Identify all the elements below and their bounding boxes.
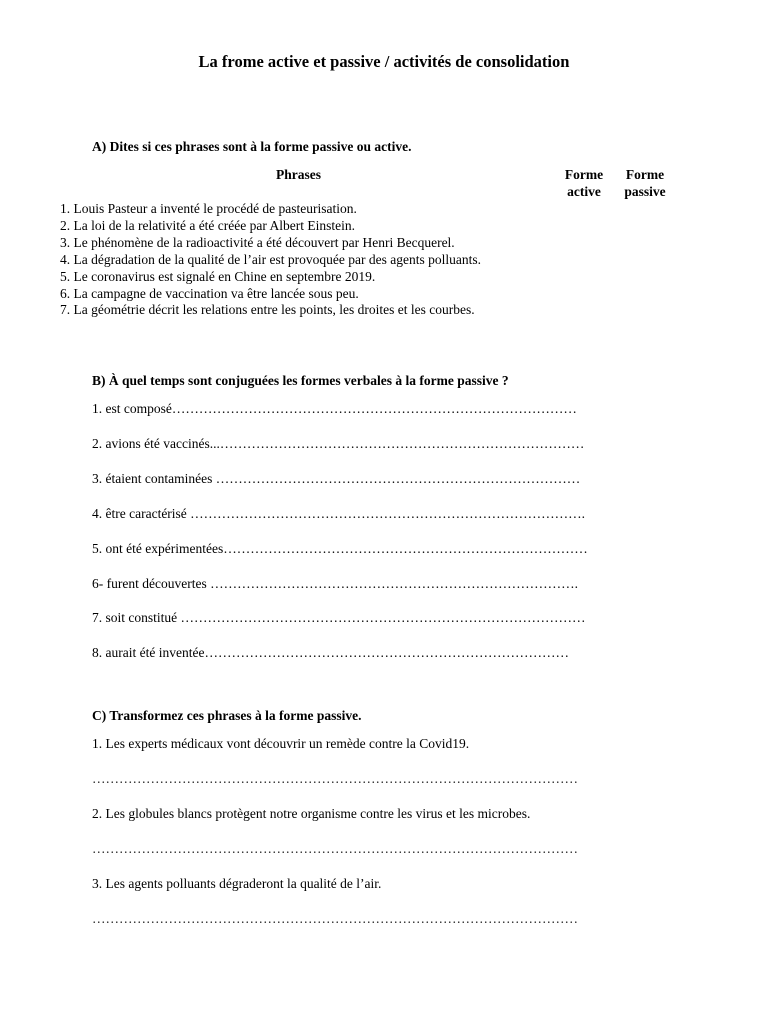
fill-in-line[interactable]: 6- furent découvertes ………………………………………………………………………. [92, 576, 578, 591]
exercise-sentence: 1. Les experts médicaux vont découvrir un remède contre la Covid19. [92, 736, 470, 751]
fill-in-line[interactable]: 8. aurait été inventée……………………………………………………………………… [92, 645, 569, 660]
fill-in-line[interactable]: 3. étaient contaminées ……………………………………………………………………… [92, 471, 581, 486]
answer-line[interactable]: ……………………………………………………………………………………………… [92, 841, 578, 856]
section-b-heading: B) À quel temps sont conjuguées les formes verbales à la forme passive ? [92, 373, 509, 388]
fill-in-line[interactable]: 2. avions été vaccinés...……………………………………………………………………… [92, 436, 585, 451]
page-title: La frome active et passive / activités de consolidation [198, 52, 570, 71]
fill-in-line[interactable]: 4. être caractérisé ……………………………………………………………………………. [92, 506, 586, 521]
fill-in-line[interactable]: 7. soit constitué ……………………………………………………………………………… [92, 610, 586, 625]
table-row: 6. La campagne de vaccination va être lancée sous peu. [60, 286, 359, 301]
table-row: 4. La dégradation de la qualité de l’air est provoquée par des agents polluants. [60, 252, 481, 267]
col-header-active: Forme active [564, 167, 604, 199]
fill-in-line[interactable]: 1. est composé……………………………………………………………………………… [92, 401, 577, 416]
answer-line[interactable]: ……………………………………………………………………………………………… [92, 911, 578, 926]
table-row: 2. La loi de la relativité a été créée par Albert Einstein. [60, 218, 355, 233]
col-header-phrases: Phrases [276, 167, 321, 182]
fill-in-line[interactable]: 5. ont été expérimentées……………………………………………………………………… [92, 541, 588, 556]
exercise-sentence: 2. Les globules blancs protègent notre organisme contre les virus et les microbes. [92, 806, 531, 821]
section-c-heading: C) Transformez ces phrases à la forme passive. [92, 708, 362, 723]
table-row: 5. Le coronavirus est signalé en Chine en septembre 2019. [60, 269, 376, 284]
section-a-heading: A) Dites si ces phrases sont à la forme passive ou active. [92, 139, 412, 154]
answer-line[interactable]: ……………………………………………………………………………………………… [92, 771, 578, 786]
exercise-sentence: 3. Les agents polluants dégraderont la qualité de l’air. [92, 876, 382, 891]
table-row: 3. Le phénomène de la radioactivité a été découvert par Henri Becquerel. [60, 235, 455, 250]
col-header-passive: Forme passive [624, 167, 666, 199]
table-row: 1. Louis Pasteur a inventé le procédé de pasteurisation. [60, 201, 357, 216]
table-row: 7. La géométrie décrit les relations entre les points, les droites et les courbes. [60, 302, 475, 317]
